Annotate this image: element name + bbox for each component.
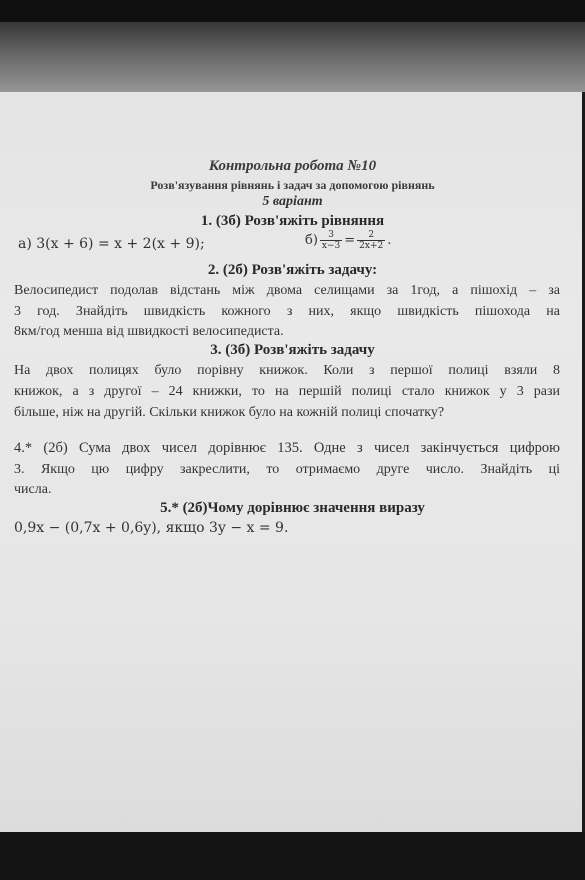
task1-b-left-numerator: 3: [320, 230, 342, 241]
task1-b-left-fraction: [320, 230, 342, 251]
task1-b-right-denominator: 2x+2: [359, 241, 384, 251]
task1-b-equals: =: [344, 233, 356, 248]
task1-b-right-numerator: 2: [357, 230, 385, 241]
task5-heading: 5.* (2б)Чому дорівнює значення виразу: [160, 500, 425, 516]
task3-line-1: На двох полицях було порівну книжок. Коли з першої полиці взяли 8: [14, 363, 560, 378]
background-top-band: [0, 0, 585, 96]
background-bottom-band: [0, 832, 585, 880]
task2-line-1: Велосипедист подолав відстань між двома селищами за 1год, а пішохід – за: [14, 283, 560, 298]
variant-label: 5 варіант: [262, 194, 323, 209]
task2-line-2: 3 год. Знайдіть швидкість кожного з них, якщо швидкість пішохода на: [14, 304, 560, 319]
task3-line-3: більше, ніж на другій. Скільки книжок було на кожній полиці спочатку?: [14, 405, 445, 420]
task1-b-left-denominator: x−3: [321, 241, 341, 251]
document-title: Контрольна робота №10: [208, 158, 377, 174]
task1-b-end: .: [387, 233, 392, 248]
task1-b-right-fraction: [357, 230, 385, 251]
task3-heading: 3. (3б) Розв'яжіть задачу: [210, 342, 375, 358]
task5-expression: 0,9x − (0,7x + 0,6y), якщо 3y − x = 9.: [14, 520, 289, 536]
task4-line-1: 4.* (2б) Сума двох чисел дорівнює 135. Одне з чисел закінчується цифрою: [14, 440, 560, 456]
task2-line-3: 8км/год менша від швидкості велосипедиста.: [14, 324, 284, 339]
document-subtitle: Розв'язування рівнянь і задач за допомогою рівнянь: [150, 178, 435, 192]
task1-equation-b: [305, 230, 391, 251]
task1-b-prefix: б): [305, 233, 318, 248]
task1-equation-a: а) 3(x + 6) = x + 2(x + 9);: [18, 236, 205, 252]
task4-line-3: числа.: [14, 482, 52, 497]
task1-heading: 1. (3б) Розв'яжіть рівняння: [200, 213, 385, 229]
task3-line-2: книжок, а з другої – 24 книжки, то на першій полиці стало книжок у 3 рази: [14, 384, 560, 399]
task2-heading: 2. (2б) Розв'яжіть задачу:: [207, 262, 378, 278]
task4-line-2: 3. Якщо цю цифру закреслити, то отримаємо друге число. Знайдіть ці: [14, 462, 560, 477]
